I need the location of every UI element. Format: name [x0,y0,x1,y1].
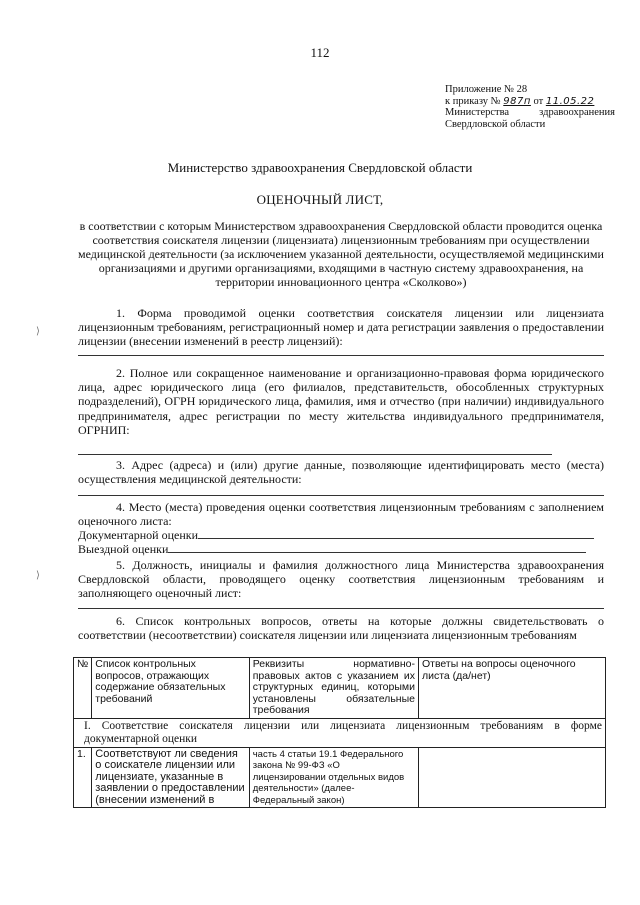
scan-mark-left-1: ⟩ [36,326,40,337]
appendix-order-from: от [533,95,544,107]
item-3-text [78,458,604,486]
item-2-text [78,366,604,437]
item-6-label: 6. Список контрольных вопросов, ответы на которые должны свидетельствовать о соответствии (несоответствии) соискателя лицензии или лицензиата лицензионным требованиям [78,614,604,643]
page-number: 112 [310,45,330,60]
document-title: ОЦЕНОЧНЫЙ ЛИСТ, [256,192,384,207]
item-3-label: 3. Адрес (адреса) и (или) другие данные, позволяющие идентифицировать место (места) осуществления медицинской деятельности: [78,458,604,487]
header-acts: Реквизиты нормативно-правовых актов с указанием их структурных единиц, которыми установлены обязательные требования [249,658,418,719]
item-1-label: 1. Форма проводимой оценки соответствия соискателя лицензии или лицензиата лицензионным требованиям, регистрационный номер и дата регистрации заявления о предоставлении лицензии (внесении изменений в реестр лицензий): [78,306,604,349]
ministry-heading: Министерство здравоохранения Свердловской области [167,160,473,175]
item-5-label: 5. Должность, инициалы и фамилия должностного лица Министерства здравоохранения Свердловской области, проводящего оценку соответствия лицензионным требованиям и заполняющего оценочный лист: [78,558,604,601]
row-1-act: часть 4 статьи 19.1 Федерального закона № 99-ФЗ «О лицензировании отдельных видов деятельности» (далее-Федеральный закон) [249,747,418,808]
item-1-text [78,306,604,349]
item-5-text [78,558,604,601]
evaluation-table [73,657,606,808]
appendix-region: Свердловской области [445,118,546,130]
item-1-fill-line[interactable] [78,355,604,356]
appendix-title: Приложение № 28 [445,84,528,95]
appendix-order-prefix: к приказу № [445,95,501,107]
table-header-row [74,658,606,719]
row-1-answer[interactable] [418,747,605,808]
item-3-fill-line[interactable] [78,495,604,496]
item-2-fill-line[interactable] [78,454,552,455]
item-5-fill-line[interactable] [78,608,604,609]
table-section-row [74,718,606,747]
appendix-order-line [445,96,615,108]
item-4-label: 4. Место (места) проведения оценки соответствия лицензионным требованиям с заполнением оценочного листа: [78,500,604,529]
appendix-ministry-line [445,107,615,119]
appendix-health-word: здравоохранения [539,107,615,118]
item-4-field-label: Выездной оценки [78,542,169,556]
item-4-field-row [78,542,604,556]
item-6-text [78,614,604,642]
header-answers: Ответы на вопросы оценочного листа (да/нет) [418,658,605,719]
section-documentary: I. Соответствие соискателя лицензии или лицензиата лицензионным требованиям в форме документарной оценки [74,718,606,747]
row-1-number: 1. [74,747,92,808]
appendix-ministry-word: Министерства [445,107,510,118]
table-row [74,747,606,808]
item-4-field-field[interactable] [168,552,586,553]
scan-mark-left-2: ⟩ [36,570,40,581]
appendix-block [445,84,615,130]
appendix-order-date: 11.05.22 [545,95,595,107]
item-4-doc-row [78,528,604,542]
item-4-text [78,500,604,528]
appendix-order-number: 987п [503,95,531,107]
header-questions: Список контрольных вопросов, отражающих содержание обязательных требований [92,658,249,719]
item-2-label: 2. Полное или сокращенное наименование и организационно-правовая форма юридического лица, адрес юридического лица (его филиалов, представительств, обособленных структурных подразделений), ОГРН юридического лица, фамилия, имя и отчество (при наличии) индивидуального предпринимателя, адрес регистрации по месту жительства индивидуального предпринимателя, ОГРНИП: [78,366,604,437]
header-number: № [74,658,92,719]
row-1-question: Соответствуют ли сведения о соискателе лицензии или лицензиате, указанные в заявлении о предоставлении (внесении изменений в [92,747,249,808]
item-4-doc-field[interactable] [198,538,594,539]
item-4-doc-label: Документарной оценки [78,528,199,542]
intro-text: в соответствии с которым Министерством здравоохранения Свердловской области проводится оценка соответствия соискателя лицензии (лицензиата) лицензионным требованиям при осуществлении медицинской деятельности (за исключением указанной деятельности, осуществляемой медицинскими организациями и другими организациями, входящими в частную систему здравоохранения, на территории инновационного центра «Сколково») [78,219,604,289]
